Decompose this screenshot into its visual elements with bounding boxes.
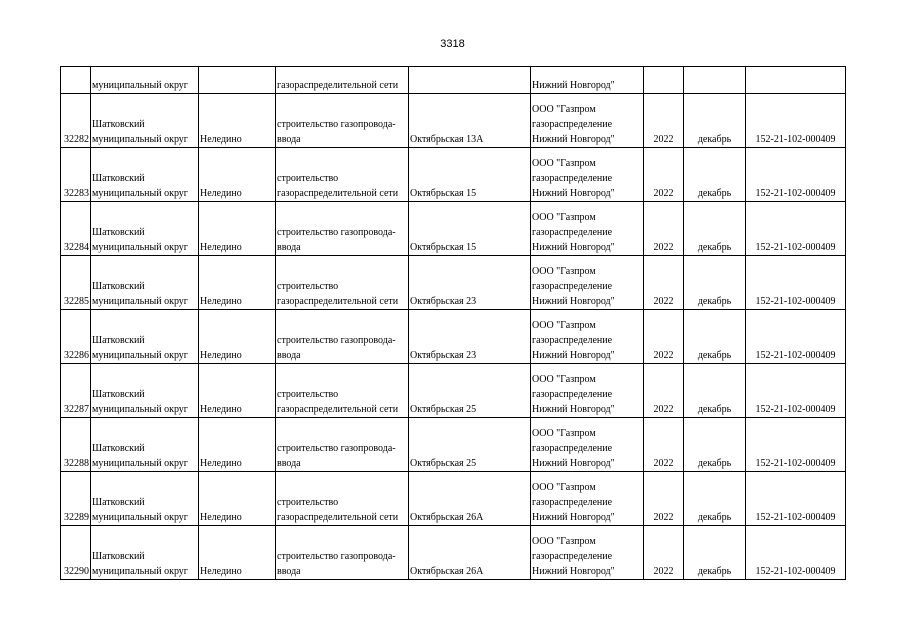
cell-work-type-line: ввода (277, 458, 301, 469)
cell-organization-line: ООО "Газпром (532, 320, 596, 331)
cell-district-line: муниципальный округ (92, 458, 188, 469)
cell-organization-line: Нижний Новгород" (532, 404, 615, 415)
cell-year: 2022 (644, 310, 684, 364)
cell-organization-line: газораспределение (532, 551, 613, 562)
table-row (61, 94, 846, 148)
cell-organization-line: Нижний Новгород" (532, 458, 615, 469)
cell-settlement: Неледино (199, 472, 276, 526)
table-row-continuation (61, 67, 846, 94)
cell-work-type (276, 94, 409, 148)
cell-work-type (276, 418, 409, 472)
cell-work-type-line: ввода (277, 134, 301, 145)
cell-organization (531, 202, 644, 256)
cell-code: 152-21-102-000409 (746, 256, 846, 310)
cell-code: 152-21-102-000409 (746, 364, 846, 418)
cell-month: декабрь (684, 364, 746, 418)
cell-organization-line: ООО "Газпром (532, 266, 596, 277)
cell-work-type-line: строительство газопровода- (277, 119, 396, 130)
cell-work-type-line: ввода (277, 566, 301, 577)
cell-organization (531, 256, 644, 310)
cell-district-line: Шатковский (92, 335, 145, 346)
cell-district-line: муниципальный округ (92, 566, 188, 577)
cell-organization-line: ООО "Газпром (532, 374, 596, 385)
cell-address: Октябрьская 26А (409, 472, 531, 526)
cell-district-line: Шатковский (92, 443, 145, 454)
cell-work-type-line: строительство газопровода- (277, 551, 396, 562)
cell-work-type (276, 202, 409, 256)
cell-organization-line: газораспределение (532, 227, 613, 238)
cell-month: декабрь (684, 256, 746, 310)
cell-organization-line: Нижний Новгород" (532, 350, 615, 361)
cell-organization-line: ООО "Газпром (532, 536, 596, 547)
cell-work-type-line: строительство (277, 389, 339, 400)
cell-work-type (276, 526, 409, 580)
cell-month: декабрь (684, 202, 746, 256)
cell-organization-line: Нижний Новгород" (532, 188, 615, 199)
cell-code: 152-21-102-000409 (746, 94, 846, 148)
table-row (61, 472, 846, 526)
cell-month: декабрь (684, 526, 746, 580)
cell-number: 32282 (61, 94, 91, 148)
cell-number: 32284 (61, 202, 91, 256)
cell-district-line: муниципальный округ (92, 242, 188, 253)
cell-organization-line: газораспределение (532, 497, 613, 508)
registry-table (60, 66, 846, 580)
cell-code: 152-21-102-000409 (746, 418, 846, 472)
cell-work-type-line: газораспределительной сети (277, 188, 399, 199)
cell-district-line: Шатковский (92, 551, 145, 562)
cell-year: 2022 (644, 472, 684, 526)
cell-number: 32287 (61, 364, 91, 418)
cell-work-type-line: строительство газопровода- (277, 443, 396, 454)
cell-district-line: муниципальный округ (92, 512, 188, 523)
cell-organization-line: Нижний Новгород" (532, 296, 615, 307)
cell-organization (531, 418, 644, 472)
cell-organization-line: газораспределение (532, 389, 613, 400)
cell-district-line: муниципальный округ (92, 404, 188, 415)
cell-address: Октябрьская 25 (409, 364, 531, 418)
cell-code: 152-21-102-000409 (746, 526, 846, 580)
cell-year: 2022 (644, 94, 684, 148)
cell-number: 32290 (61, 526, 91, 580)
cell-organization-line: Нижний Новгород" (532, 566, 615, 577)
cell-year: 2022 (644, 202, 684, 256)
cell-year: 2022 (644, 148, 684, 202)
cell-district-line: Шатковский (92, 389, 145, 400)
cell-organization-line: газораспределение (532, 281, 613, 292)
cell-number: 32286 (61, 310, 91, 364)
cell-district (91, 526, 199, 580)
cell-work-type-line: газораспределительной сети (277, 512, 399, 523)
cell-organization (531, 310, 644, 364)
cell-work-type-line: строительство (277, 281, 339, 292)
cell-district (91, 310, 199, 364)
cell-district (91, 148, 199, 202)
cell-work-type-line: строительство (277, 497, 339, 508)
cell-address: Октябрьская 23 (409, 310, 531, 364)
cell-work-type (276, 472, 409, 526)
cell-year: 2022 (644, 418, 684, 472)
cell-year (644, 67, 684, 94)
cell-organization-line: Нижний Новгород" (532, 512, 615, 523)
cell-organization (531, 364, 644, 418)
cell-address: Октябрьская 25 (409, 418, 531, 472)
cell-organization-line: ООО "Газпром (532, 104, 596, 115)
cell-month: декабрь (684, 94, 746, 148)
cell-settlement: Неледино (199, 364, 276, 418)
cell-work-type-line: ввода (277, 350, 301, 361)
table-row (61, 364, 846, 418)
cell-organization-line: ООО "Газпром (532, 428, 596, 439)
cell-organization-line: Нижний Новгород" (532, 134, 615, 145)
cell-settlement: Неледино (199, 94, 276, 148)
cell-organization-line: газораспределение (532, 173, 613, 184)
cell-district-line: муниципальный округ (92, 350, 188, 361)
page-number: 3318 (440, 38, 465, 50)
cell-organization-line: ООО "Газпром (532, 482, 596, 493)
cell-district (91, 472, 199, 526)
table-row (61, 256, 846, 310)
cell-number: 32288 (61, 418, 91, 472)
table-row (61, 310, 846, 364)
cell-settlement: Неледино (199, 256, 276, 310)
cell-code (746, 67, 846, 94)
cell-organization: Нижний Новгород" (531, 67, 644, 94)
cell-month (684, 67, 746, 94)
cell-organization (531, 94, 644, 148)
cell-settlement (199, 67, 276, 94)
cell-work-type-line: газораспределительной сети (277, 404, 399, 415)
cell-settlement: Неледино (199, 418, 276, 472)
table-row (61, 202, 846, 256)
cell-organization-line: Нижний Новгород" (532, 242, 615, 253)
cell-district-line: муниципальный округ (92, 188, 188, 199)
table-row (61, 526, 846, 580)
cell-district (91, 256, 199, 310)
cell-organization-line: ООО "Газпром (532, 158, 596, 169)
cell-address: Октябрьская 15 (409, 148, 531, 202)
cell-settlement: Неледино (199, 310, 276, 364)
cell-address: Октябрьская 15 (409, 202, 531, 256)
cell-organization-line: газораспределение (532, 119, 613, 130)
cell-district-line: Шатковский (92, 119, 145, 130)
cell-work-type-line: строительство газопровода- (277, 227, 396, 238)
cell-work-type-line: строительство газопровода- (277, 335, 396, 346)
cell-district-line: Шатковский (92, 227, 145, 238)
cell-month: декабрь (684, 418, 746, 472)
cell-organization (531, 526, 644, 580)
cell-address (409, 67, 531, 94)
cell-year: 2022 (644, 364, 684, 418)
cell-district-line: Шатковский (92, 497, 145, 508)
cell-district (91, 364, 199, 418)
cell-number: 32285 (61, 256, 91, 310)
cell-address: Октябрьская 26А (409, 526, 531, 580)
cell-month: декабрь (684, 472, 746, 526)
cell-district (91, 202, 199, 256)
cell-work-type (276, 256, 409, 310)
cell-year: 2022 (644, 526, 684, 580)
cell-work-type: газораспределительной сети (276, 67, 409, 94)
cell-district: муниципальный округ (91, 67, 199, 94)
table-body (61, 67, 846, 580)
cell-number: 32283 (61, 148, 91, 202)
cell-work-type (276, 364, 409, 418)
cell-code: 152-21-102-000409 (746, 472, 846, 526)
cell-district-line: Шатковский (92, 173, 145, 184)
cell-code: 152-21-102-000409 (746, 310, 846, 364)
cell-organization (531, 148, 644, 202)
cell-work-type-line: строительство (277, 173, 339, 184)
cell-district (91, 418, 199, 472)
table-row (61, 148, 846, 202)
cell-year: 2022 (644, 256, 684, 310)
cell-work-type-line: ввода (277, 242, 301, 253)
cell-work-type (276, 310, 409, 364)
cell-district-line: Шатковский (92, 281, 145, 292)
cell-work-type (276, 148, 409, 202)
cell-address: Октябрьская 23 (409, 256, 531, 310)
cell-number (61, 67, 91, 94)
cell-settlement: Неледино (199, 148, 276, 202)
cell-settlement: Неледино (199, 526, 276, 580)
cell-number: 32289 (61, 472, 91, 526)
cell-district-line: муниципальный округ (92, 134, 188, 145)
cell-organization-line: газораспределение (532, 443, 613, 454)
cell-month: декабрь (684, 310, 746, 364)
cell-organization-line: ООО "Газпром (532, 212, 596, 223)
cell-code: 152-21-102-000409 (746, 202, 846, 256)
cell-code: 152-21-102-000409 (746, 148, 846, 202)
cell-organization-line: газораспределение (532, 335, 613, 346)
table-row (61, 418, 846, 472)
cell-address: Октябрьская 13А (409, 94, 531, 148)
cell-organization (531, 472, 644, 526)
cell-settlement: Неледино (199, 202, 276, 256)
cell-month: декабрь (684, 148, 746, 202)
cell-district-line: муниципальный округ (92, 296, 188, 307)
cell-work-type-line: газораспределительной сети (277, 296, 399, 307)
cell-district (91, 94, 199, 148)
